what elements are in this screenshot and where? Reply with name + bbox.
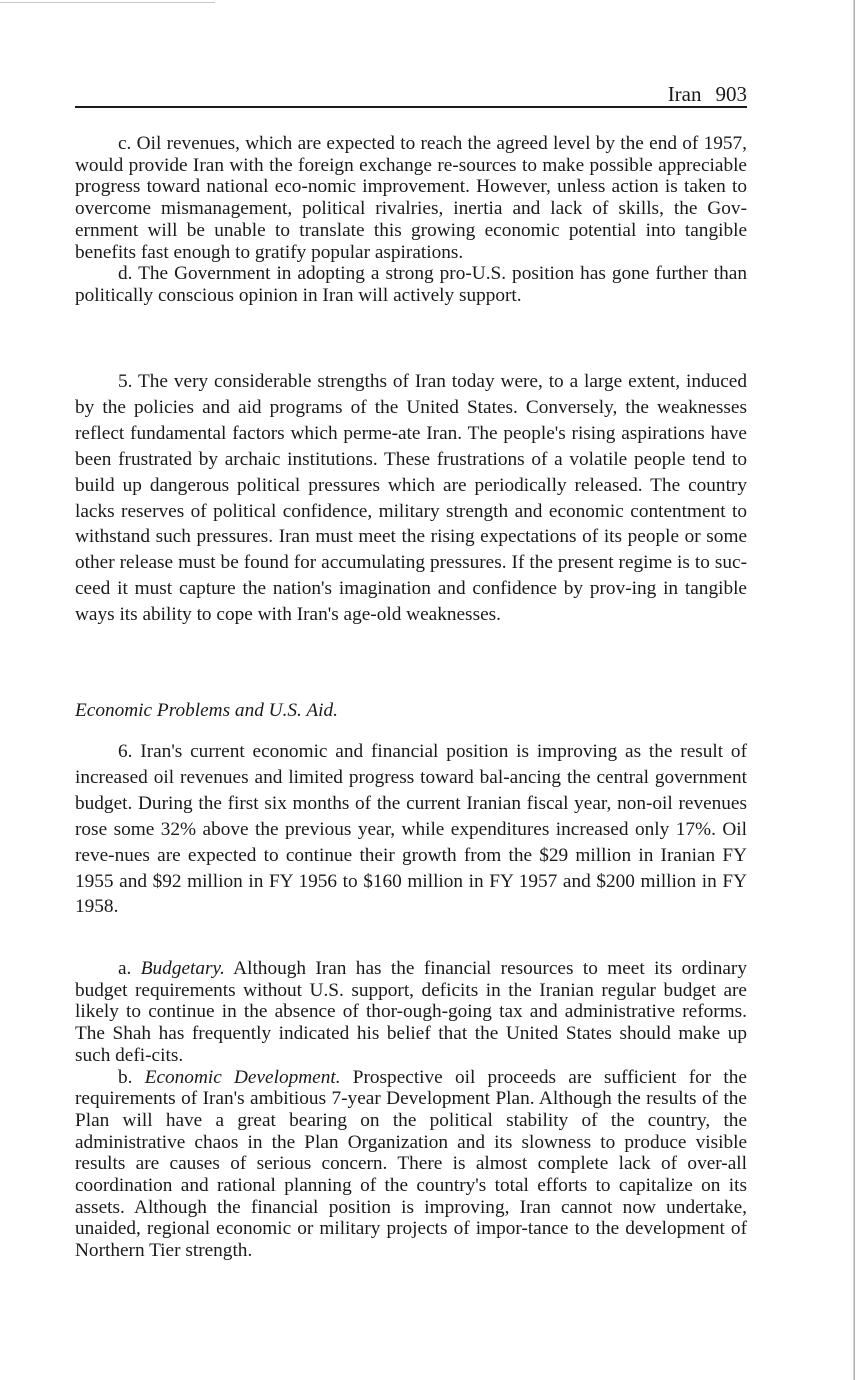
subparagraph-b-prefix: b.: [118, 1066, 145, 1088]
running-head: [75, 82, 747, 106]
paragraph-6-block: [75, 739, 747, 920]
paragraph-5-block: [75, 369, 747, 628]
subparagraph-d: d. The Government in adopting a strong pro-U.S. position has gone further than politically conscious opinion in Iran will actively support.: [75, 263, 747, 306]
running-head-section: Iran: [667, 82, 702, 106]
header-rule: [75, 106, 747, 108]
subparagraph-a-title: Budgetary.: [140, 958, 225, 979]
subparagraphs-a-b: [75, 958, 747, 1262]
paragraph-5: 5. The very considerable strengths of Iran today were, to a large extent, induced by the policies and aid programs of the United States. Conversely, the weaknesses reflect fundamental factors which perme-ate Iran. The people's rising aspirations have been frustrated by archaic institutions. These frustrations of a volatile people tend to build up dangerous political pressures which are periodically released. The country lacks reserves of political confidence, military strength and economic contentment to withstand such pressures. Iran must meet the rising expectations of its people or some other release must be found for accumulating pressures. If the present regime is to suc-ceed it must capture the nation's imagination and confidence by prov-ing in tangible ways its ability to cope with Iran's age-old weaknesses.: [75, 371, 747, 626]
subparagraph-a-text: Although Iran has the financial resources to meet its ordinary budget requirements without U.S. support, deficits in the Iranian regular budget are likely to continue in the absence of thor-ough-going tax and administrative reforms. The Shah has frequently indicated his belief that the United States should make up such defi-cits.: [75, 958, 747, 1066]
subparagraph-b-text: Prospective oil proceeds are sufficient for the requirements of Iran's ambitious 7-year Development Plan. Although the results of the Plan will have a great bearing on the political stability of the country, the administrative chaos in the Plan Organization and its slowness to produce visible results are causes of serious concern. There is almost complete lack of over-all coordination and rational planning of the country's total efforts to capitalize on its assets. Although the financial position is improving, Iran cannot now undertake, unaided, regional economic or military projects of impor-tance to the development of Northern Tier strength.: [75, 1066, 747, 1262]
subparagraph-c: c. Oil revenues, which are expected to reach the agreed level by the end of 1957, would provide Iran with the foreign exchange re-sources to make possible appreciable progress toward national eco-nomic improvement. However, unless action is taken to overcome mismanagement, political rivalries, inertia and lack of skills, the Gov-ernment will be unable to translate this growing economic potential into tangible benefits fast enough to gratify popular aspirations.: [75, 133, 747, 263]
subparagraph-b: [75, 1067, 747, 1262]
page-number: 903: [715, 82, 747, 106]
section-heading: Economic Problems and U.S. Aid.: [75, 700, 338, 721]
scan-artifact-line: [0, 2, 215, 3]
subparagraph-a: [75, 958, 747, 1067]
subparagraphs-c-d: [75, 133, 747, 307]
subparagraph-a-prefix: a.: [118, 958, 141, 979]
paragraph-6: 6. Iran's current economic and financial position is improving as the result of increased oil revenues and limited progress toward bal-ancing the central government budget. During the first six months of the current Iranian fiscal year, non-oil revenues rose some 32% above the previous year, while expenditures increased only 17%. Oil reve-nues are expected to continue their growth from the $29 million in Iranian FY 1955 and $92 million in FY 1956 to $160 million in FY 1957 and $200 million in FY 1958.: [75, 741, 747, 918]
subparagraph-b-title: Economic Development.: [144, 1066, 341, 1088]
page-edge-shadow: [853, 0, 855, 1380]
